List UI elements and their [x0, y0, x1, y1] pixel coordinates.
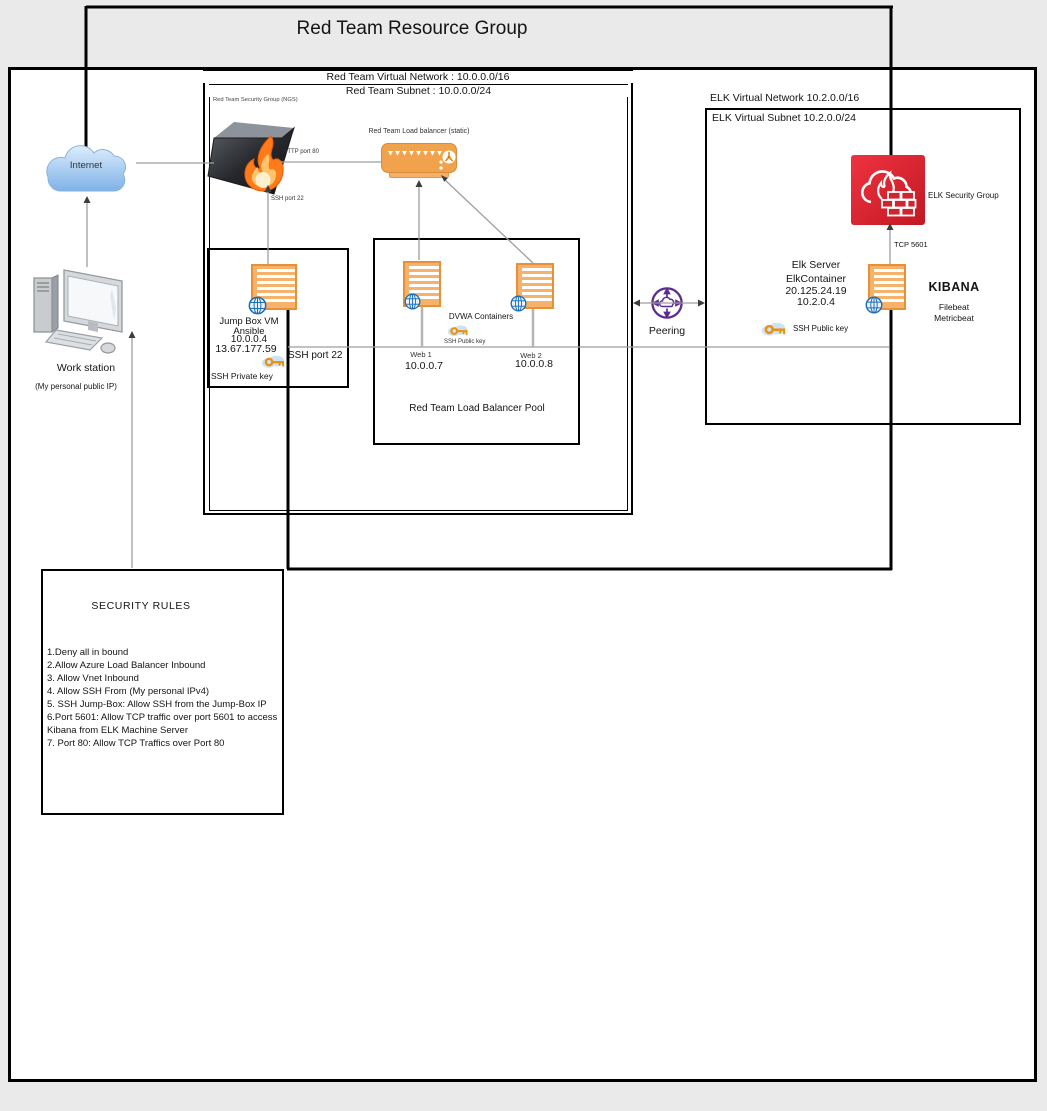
kibana-label: KIBANA — [928, 280, 980, 294]
red-vnet-label: Red Team Virtual Network : 10.0.0.0/16 — [203, 71, 633, 83]
resource-group-title: Red Team Resource Group — [296, 18, 528, 39]
ssh-port-22-label: SSH port 22 — [288, 350, 343, 361]
elk-server-name: Elk Server — [791, 259, 841, 271]
elk-ssh-public-key-label: SSH Public key — [793, 324, 849, 333]
firewall-ssh-port-label: SSH port 22 — [271, 196, 304, 202]
jump-box-public-ip: 13.67.177.59 — [215, 343, 277, 355]
jump-box-globe-icon — [248, 296, 267, 315]
http-port-label: HTTP port 80 — [283, 149, 319, 155]
elk-security-group-label: ELK Security Group — [928, 191, 999, 200]
jump-box-name: Jump Box VM — [219, 316, 279, 327]
load-balancer-icon — [381, 143, 457, 173]
pool-label: Red Team Load Balancer Pool — [409, 403, 545, 414]
web2-name: Web 2 — [520, 351, 542, 360]
firewall-label: Red Team Security Group (NGS) — [213, 97, 298, 103]
security-rules-list — [47, 646, 279, 750]
red-subnet-label: Red Team Subnet : 10.0.0.0/24 — [209, 85, 628, 97]
security-rule: Kibana from ELK Machine Server — [47, 725, 188, 736]
elk-subnet-label: ELK Virtual Subnet 10.2.0.0/24 — [712, 112, 856, 124]
security-rule: 6.Port 5601: Allow TCP traffic over port 5601 to access — [47, 712, 278, 723]
security-rule: 4. Allow SSH From (My personal IPv4) — [47, 686, 210, 697]
ssh-private-key-label: SSH Private key — [211, 371, 273, 381]
internet-label: Internet — [69, 160, 103, 171]
security-rule: 7. Port 80: Allow TCP Traffics over Port 80 — [47, 738, 225, 749]
elk-container-name: ElkContainer — [785, 273, 847, 285]
dvwa-ssh-public-key-icon — [446, 323, 472, 339]
elk-globe-icon — [865, 296, 883, 314]
peering-icon — [649, 285, 685, 321]
firewall-icon — [206, 108, 294, 198]
web1-ip: 10.0.0.7 — [405, 360, 443, 372]
elk-vnet-label: ELK Virtual Network 10.2.0.0/16 — [710, 92, 860, 104]
security-rule: 2.Allow Azure Load Balancer Inbound — [47, 660, 206, 671]
load-balancer-label: Red Team Load balancer (static) — [368, 128, 470, 135]
elk-public-ip: 20.125.24.19 — [785, 285, 847, 297]
web1-globe-icon — [404, 293, 421, 310]
elk-security-group-icon — [851, 155, 925, 225]
jump-box-private-ip: 10.0.0.4 — [230, 334, 268, 345]
security-rule: 5. SSH Jump-Box: Allow SSH from the Jump-Box IP — [47, 699, 267, 710]
workstation-label: Work station — [56, 362, 116, 374]
ssh-private-key-icon — [261, 353, 288, 371]
security-rules-title: SECURITY RULES — [91, 600, 191, 612]
filebeat-label: Filebeat — [938, 302, 970, 312]
web2-globe-icon — [510, 295, 527, 312]
workstation-icon — [28, 266, 132, 360]
metricbeat-label: Metricbeat — [934, 313, 974, 323]
elk-ssh-public-key-icon — [760, 320, 790, 339]
web1-name: Web 1 — [410, 350, 432, 359]
security-rule: 3. Allow Vnet Inbound — [47, 673, 139, 684]
peering-label: Peering — [648, 325, 686, 337]
workstation-note: (My personal public IP) — [35, 382, 117, 391]
dvwa-containers-label: DVWA Containers — [448, 312, 514, 321]
security-rule: 1.Deny all in bound — [47, 647, 129, 658]
tcp-5601-label: TCP 5601 — [894, 240, 928, 249]
dvwa-ssh-public-key-label: SSH Public key — [444, 339, 486, 345]
elk-private-ip: 10.2.0.4 — [797, 296, 835, 308]
jump-box-ansible: Ansible — [233, 326, 265, 337]
web2-ip: 10.0.0.8 — [515, 358, 553, 370]
